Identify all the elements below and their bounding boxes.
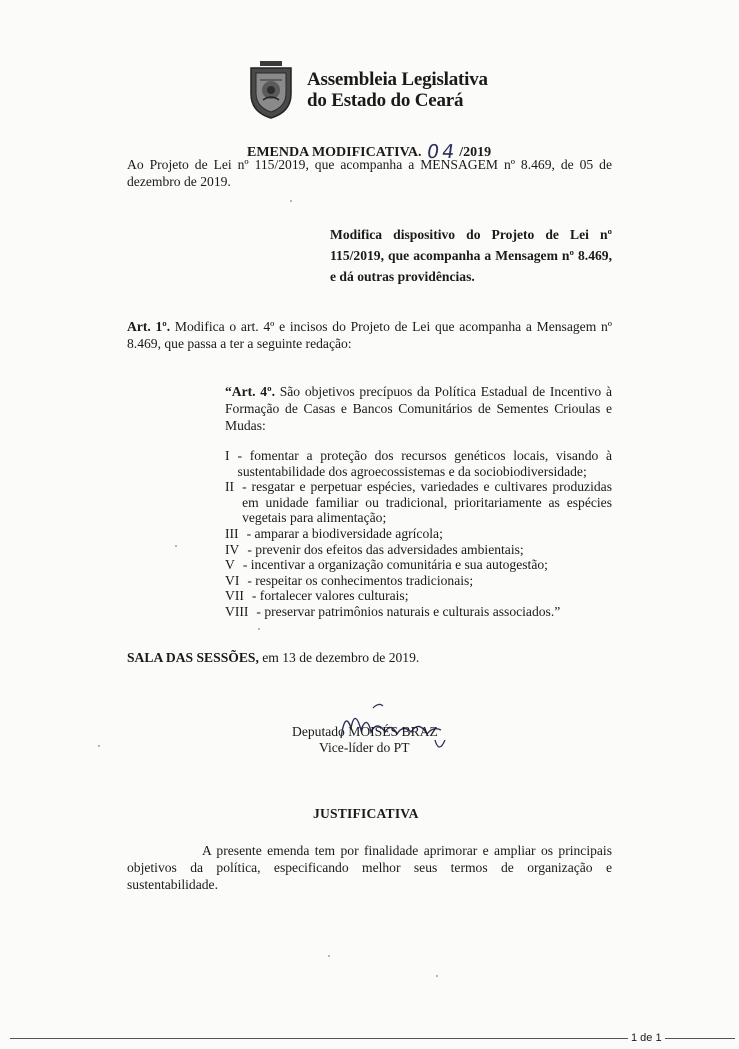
signatory-name: Deputado MOISÉS BRAZ <box>292 724 438 739</box>
list-item: VI - respeitar os conhecimentos tradicionais; <box>225 572 474 588</box>
list-item: II - resgatar e perpetuar espécies, variedades e cultivares produzidas em unidade familiar ou tradicional, prioritariamente as espécies vegetais para alimentação; <box>225 479 612 526</box>
list-item: V - incentivar a organização comunitária e sua autogestão; <box>225 557 548 573</box>
session-label: SALA DAS SESSÕES, <box>127 650 259 665</box>
page-indicator: 1 de 1 <box>628 1032 665 1044</box>
article-4-text: São objetivos precípuos da Política Estadual de Incentivo à Formação de Casas e Bancos Comunitários de Sementes Crioulas e Mudas: <box>225 384 612 433</box>
signatory-role: Vice-líder do PT <box>319 740 410 755</box>
institution-line-2: do Estado do Ceará <box>307 90 464 111</box>
list-item: VII - fortalecer valores culturais; <box>225 588 409 604</box>
footer-divider <box>10 1038 735 1039</box>
incisos-list <box>225 448 612 620</box>
scan-speck <box>175 545 177 547</box>
justification-paragraph: A presente emenda tem por finalidade aprimorar e ampliar os principais objetivos da política, especificando melhor seus termos de organização e sustentabilidade. <box>127 843 612 892</box>
article-1 <box>127 318 612 352</box>
scan-speck <box>98 745 100 747</box>
intro-paragraph: Ao Projeto de Lei nº 115/2019, que acompanha a MENSAGEM nº 8.469, de 05 de dezembro de 2019. <box>127 157 612 189</box>
list-item: I - fomentar a proteção dos recursos genéticos locais, visando à sustentabilidade dos agroecossistemas e da sociobiodiversidade; <box>225 448 612 479</box>
scan-speck <box>258 628 260 630</box>
justification-heading: JUSTIFICATIVA <box>313 806 419 821</box>
institution-name <box>307 69 488 111</box>
scan-speck <box>328 955 330 957</box>
ementa: Modifica dispositivo do Projeto de Lei nº 115/2019, que acompanha a Mensagem nº 8.469, e dá outras providências. <box>330 227 612 284</box>
session-date: em 13 de dezembro de 2019. <box>258 650 420 665</box>
institution-line-1: Assembleia Legislativa <box>307 69 488 90</box>
list-item: IV - prevenir dos efeitos das adversidades ambientais; <box>225 541 524 557</box>
scan-speck <box>436 975 438 977</box>
article-4-label: “Art. 4º. <box>225 384 275 399</box>
signature-block <box>285 722 455 772</box>
scan-speck <box>290 200 292 202</box>
title-suffix: /2019 <box>459 145 492 160</box>
list-item: III - amparar a biodiversidade agrícola; <box>225 525 443 541</box>
assembly-crest-icon <box>246 60 296 120</box>
article-1-label: Art. 1º. <box>127 319 171 334</box>
document-title: EMENDA MODIFICATIVA. 04/2019 <box>247 141 492 163</box>
title-prefix: EMENDA MODIFICATIVA <box>247 145 418 160</box>
session-date-line <box>127 650 419 666</box>
article-4 <box>225 383 612 434</box>
article-1-text: Modifica o art. 4º e incisos do Projeto de Lei que acompanha a Mensagem nº 8.469, que passa a ter a seguinte redação: <box>127 319 612 351</box>
list-item: VIII - preservar patrimônios naturais e culturais associados.” <box>225 603 561 619</box>
handwritten-amendment-number: 04 <box>425 141 459 163</box>
